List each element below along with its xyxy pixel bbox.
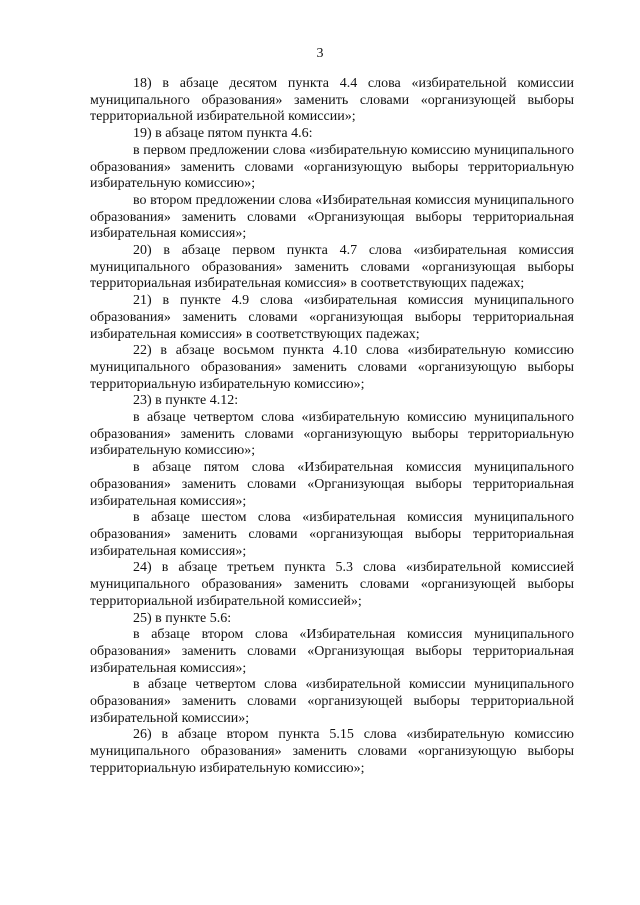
- paragraph-25-fourth-subparagraph: в абзаце четвертом слова «избирательной комиссии муниципального образования» заменить словами «организующей выборы территориальной избирательной комиссии»;: [90, 677, 574, 726]
- paragraph-20: 20) в абзаце первом пункта 4.7 слова «избирательная комиссия муниципального образования» заменить словами «организующая выборы территориальная избирательная комиссия» в соответствующих падежах;: [90, 243, 574, 292]
- paragraph-24: 24) в абзаце третьем пункта 5.3 слова «избирательной комиссией муниципального образования» заменить словами «организующей выборы территориальной избирательной комиссией»;: [90, 560, 574, 609]
- document-body: [90, 76, 574, 778]
- paragraph-19-first-sentence: в первом предложении слова «избирательную комиссию муниципального образования» заменить словами «организующую выборы территориальную избирательную комиссию»;: [90, 142, 574, 192]
- paragraph-23-sixth-subparagraph: в абзаце шестом слова «избирательная комиссия муниципального образования» заменить словами «организующая выборы территориальная избирательная комиссия»;: [90, 510, 574, 559]
- paragraph-22: 22) в абзаце восьмом пункта 4.10 слова «избирательную комиссию муниципального образования» заменить словами «организующую выборы территориальную избирательную комиссию»;: [90, 343, 574, 392]
- paragraph-19-second-sentence: во втором предложении слова «Избирательная комиссия муниципального образования» заменить словами «Организующая выборы территориальная избирательная комиссия»;: [90, 192, 574, 242]
- paragraph-23-fourth-subparagraph: в абзаце четвертом слова «избирательную комиссию муниципального образования» заменить словами «организующую выборы территориальную избирательную комиссию»;: [90, 410, 574, 459]
- paragraph-25-second-subparagraph: в абзаце втором слова «Избирательная комиссия муниципального образования» заменить словами «Организующая выборы территориальная избирательная комиссия»;: [90, 627, 574, 676]
- paragraph-23: 23) в пункте 4.12:: [133, 393, 239, 409]
- paragraph-21: 21) в пункте 4.9 слова «избирательная комиссия муниципального образования» заменить словами «организующая выборы территориальная избирательная комиссия» в соответствующих падежах;: [90, 293, 574, 342]
- paragraph-25: 25) в пункте 5.6:: [133, 610, 232, 626]
- page-number: 3: [316, 46, 324, 61]
- paragraph-18: 18) в абзаце десятом пункта 4.4 слова «избирательной комиссии муниципального образования» заменить словами «организующей выборы территориальной избирательной комиссии»;: [90, 76, 574, 125]
- paragraph-23-fifth-subparagraph: в абзаце пятом слова «Избирательная комиссия муниципального образования» заменить словами «Организующая выборы территориальная избирательная комиссия»;: [90, 460, 574, 509]
- paragraph-26: 26) в абзаце втором пункта 5.15 слова «избирательную комиссию муниципального образования» заменить словами «организующую выборы территориальную избирательную комиссию»;: [90, 727, 574, 776]
- paragraph-19: 19) в абзаце пятом пункта 4.6:: [133, 126, 313, 142]
